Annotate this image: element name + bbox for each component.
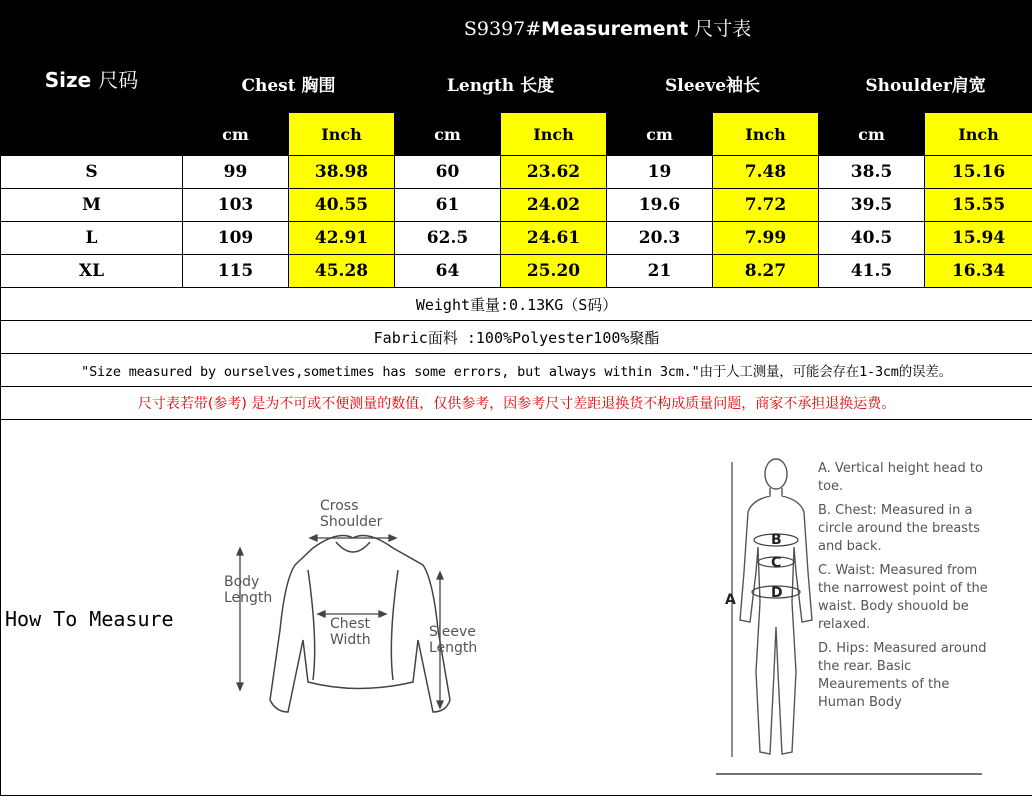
chest-cm-cell: 99: [183, 156, 289, 189]
unit-cm: cm: [607, 113, 713, 156]
chest-width-label-2: Width: [330, 632, 371, 648]
length-inch-cell: 23.62: [501, 156, 607, 189]
title-code: S9397#: [463, 17, 542, 40]
chest-inch-cell: 42.91: [289, 222, 395, 255]
body-label-a: A: [725, 592, 736, 608]
shoulder-inch-cell: 16.34: [925, 255, 1032, 288]
size-cell: XL: [1, 255, 183, 288]
how-to-measure-label: How To Measure: [5, 607, 174, 631]
shoulder-cm-cell: 39.5: [819, 189, 925, 222]
title-suffix: 尺寸表: [694, 17, 752, 40]
group-chest: Chest 胸围: [183, 54, 395, 113]
size-header: [1, 1, 183, 156]
chest-cm-cell: 103: [183, 189, 289, 222]
sleeve-length-label-1: Sleeve: [429, 624, 476, 640]
shoulder-cm-cell: 38.5: [819, 156, 925, 189]
weight-note: Weight重量:0.13KG（S码）: [1, 288, 1032, 321]
chest-inch-cell: 38.98: [289, 156, 395, 189]
shoulder-cm-cell: 41.5: [819, 255, 925, 288]
unit-inch: Inch: [501, 113, 607, 156]
group-shoulder: Shoulder肩宽: [819, 54, 1032, 113]
body-note-c: C. Waist: Measured from the narrowest point of the waist. Body shouold be relaxed.: [818, 563, 988, 632]
chest-cm-cell: 115: [183, 255, 289, 288]
length-inch-cell: 24.61: [501, 222, 607, 255]
body-length-label-1: Body: [224, 574, 260, 590]
size-header-cn: 尺码: [98, 67, 139, 92]
group-sleeve: Sleeve袖长: [607, 54, 819, 113]
sleeve-inch-cell: 7.72: [713, 189, 819, 222]
sleeve-inch-cell: 7.99: [713, 222, 819, 255]
length-inch-cell: 24.02: [501, 189, 607, 222]
cross-shoulder-label-1: Cross: [320, 498, 359, 514]
table-title: [183, 1, 1032, 54]
chest-width-label-1: Chest: [330, 616, 371, 632]
body-label-c: C: [771, 555, 782, 571]
unit-cm: cm: [819, 113, 925, 156]
chest-inch-cell: 40.55: [289, 189, 395, 222]
table-row: [1, 255, 1032, 288]
table-row: [1, 156, 1032, 189]
size-header-en: Size: [44, 67, 92, 92]
title-bold: Measurement: [541, 17, 689, 40]
disclaimer-note: "Size measured by ourselves,sometimes has some errors, but always within 3cm."由于人工测量，可能会存在1-3cm的误差。: [1, 354, 1032, 387]
shoulder-inch-cell: 15.55: [925, 189, 1032, 222]
shoulder-inch-cell: 15.94: [925, 222, 1032, 255]
length-cm-cell: 62.5: [395, 222, 501, 255]
body-note-a: A. Vertical height head to toe.: [818, 461, 983, 494]
red-reference-note: 尺寸表若带(参考) 是为不可或不便测量的数值，仅供参考，因参考尺寸差距退换货不构成质量问题，商家不承担退换运费。: [1, 387, 1032, 420]
length-cm-cell: 60: [395, 156, 501, 189]
fabric-note: Fabric面料 :100%Polyester100%聚酯: [1, 321, 1032, 354]
chest-inch-cell: 45.28: [289, 255, 395, 288]
table-row: [1, 222, 1032, 255]
unit-inch: Inch: [289, 113, 395, 156]
body-label-d: D: [771, 585, 783, 601]
chest-cm-cell: 109: [183, 222, 289, 255]
group-length: Length 长度: [395, 54, 607, 113]
length-cm-cell: 61: [395, 189, 501, 222]
cross-shoulder-label-2: Shoulder: [320, 514, 383, 530]
unit-inch: Inch: [925, 113, 1032, 156]
sleeve-cm-cell: 19: [607, 156, 713, 189]
unit-cm: cm: [395, 113, 501, 156]
sweater-diagram: [218, 490, 488, 730]
sleeve-length-label-2: Length: [429, 640, 478, 656]
sleeve-cm-cell: 21: [607, 255, 713, 288]
length-cm-cell: 64: [395, 255, 501, 288]
shoulder-inch-cell: 15.16: [925, 156, 1032, 189]
sleeve-inch-cell: 8.27: [713, 255, 819, 288]
size-cell: M: [1, 189, 183, 222]
body-length-label-2: Length: [224, 590, 273, 606]
unit-cm: cm: [183, 113, 289, 156]
body-note-d: D. Hips: Measured around the rear. Basic Meaurements of the Human Body: [818, 641, 987, 710]
length-inch-cell: 25.20: [501, 255, 607, 288]
unit-inch: Inch: [713, 113, 819, 156]
body-note-b: B. Chest: Measured in a circle around the breasts and back.: [818, 503, 980, 554]
body-label-b: B: [771, 532, 782, 548]
size-cell: L: [1, 222, 183, 255]
sleeve-inch-cell: 7.48: [713, 156, 819, 189]
sleeve-cm-cell: 19.6: [607, 189, 713, 222]
size-cell: S: [1, 156, 183, 189]
body-notes: [818, 460, 998, 718]
sleeve-cm-cell: 20.3: [607, 222, 713, 255]
table-row: [1, 189, 1032, 222]
shoulder-cm-cell: 40.5: [819, 222, 925, 255]
